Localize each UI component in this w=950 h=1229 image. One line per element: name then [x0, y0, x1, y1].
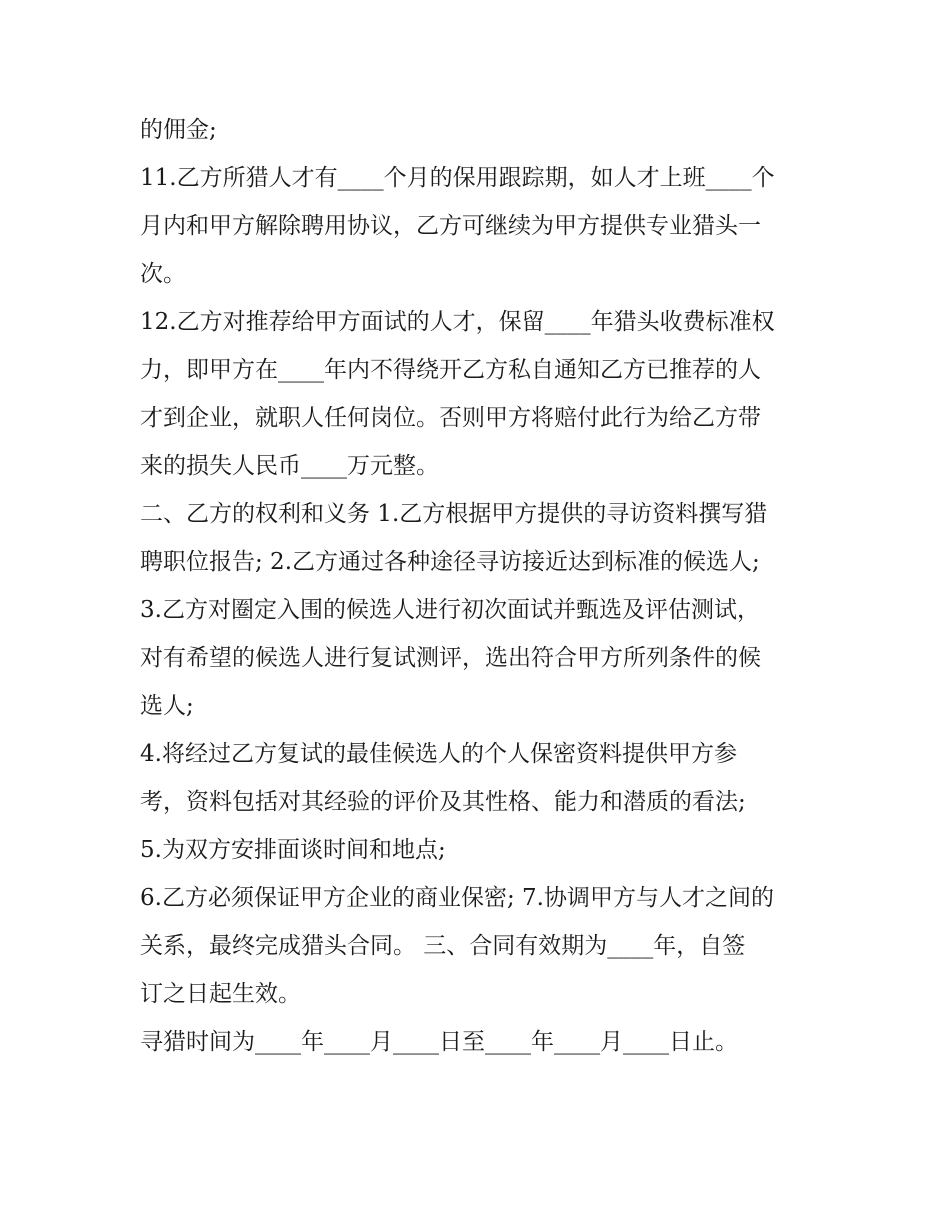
- text-line: 才到企业，就职人任何岗位。否则甲方将赔付此行为给乙方带: [140, 405, 761, 431]
- text-line: 考，资料包括对其经验的评价及其性格、能力和潜质的看法;: [140, 789, 746, 815]
- text-line: 4.将经过乙方复试的最佳候选人的个人保密资料提供甲方参: [140, 741, 737, 767]
- text-line: 6.乙方必须保证甲方企业的商业保密; 7.协调甲方与人才之间的: [140, 885, 774, 911]
- text-line: 力，即甲方在____年内不得绕开乙方私自通知乙方已推荐的人: [140, 357, 761, 383]
- text-line: 二、乙方的权利和义务 1.乙方根据甲方提供的寻访资料撰写猎: [140, 501, 768, 527]
- text-line: 12.乙方对推荐给甲方面试的人才，保留____年猎头收费标准权: [140, 309, 775, 335]
- text-line: 11.乙方所猎人才有____个月的保用跟踪期，如人才上班____个: [140, 165, 775, 191]
- text-line: 5.为双方安排面谈时间和地点;: [140, 837, 446, 863]
- text-line: 对有希望的候选人进行复试测评，选出符合甲方所列条件的候: [140, 645, 761, 671]
- text-line: 关系，最终完成猎头合同。 三、合同有效期为____年，自签: [140, 933, 746, 959]
- text-line: 选人;: [140, 693, 194, 719]
- text-line: 次。: [140, 261, 186, 287]
- text-line: 聘职位报告; 2.乙方通过各种途径寻访接近达到标准的候选人;: [140, 549, 760, 575]
- text-line: 月内和甲方解除聘用协议，乙方可继续为甲方提供专业猎头一: [140, 213, 761, 239]
- text-line: 3.乙方对圈定入围的候选人进行初次面试并甄选及评估测试，: [140, 597, 760, 623]
- contract-text: [140, 106, 820, 1066]
- text-line: 的佣金;: [140, 117, 217, 143]
- text-line: 寻猎时间为____年____月____日至____年____月____日止。: [140, 1029, 738, 1055]
- text-line: 订之日起生效。: [140, 981, 301, 1007]
- text-line: 来的损失人民币____万元整。: [140, 453, 439, 479]
